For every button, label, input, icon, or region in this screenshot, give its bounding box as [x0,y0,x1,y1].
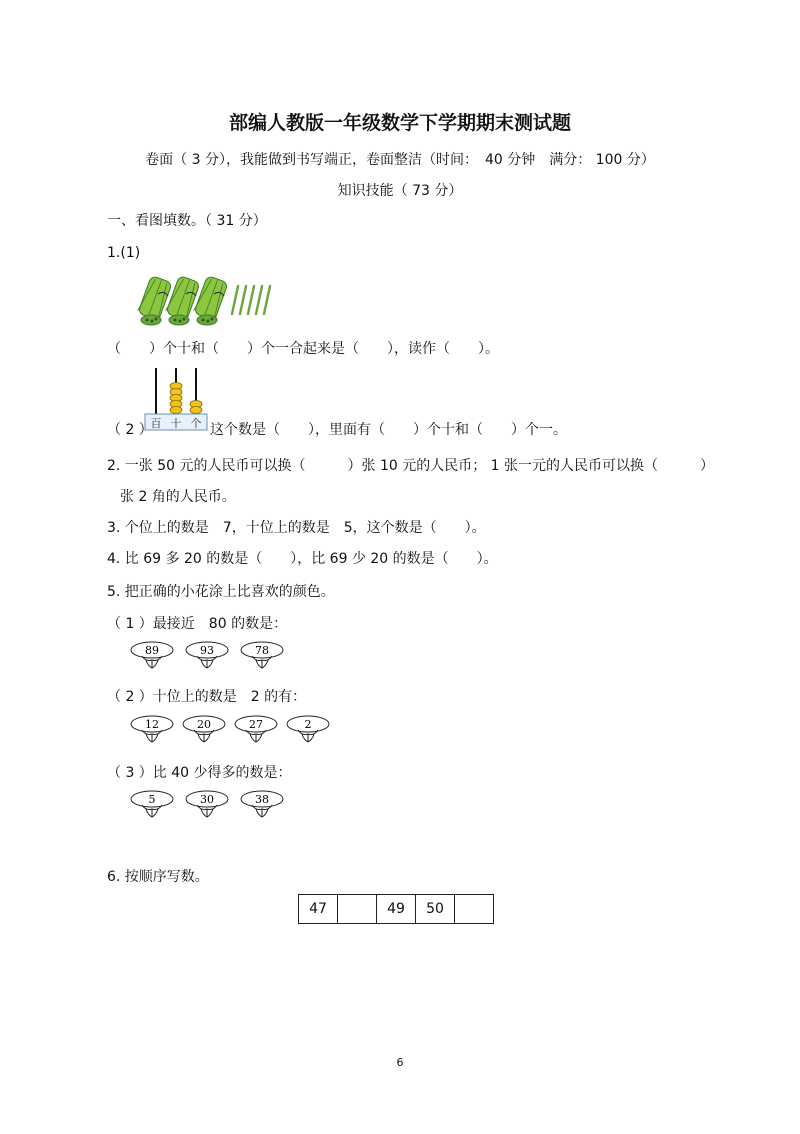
q5-sub3-label: （ 3 ）比 40 少得多的数是： [107,765,292,781]
abacus-label-tens: 十 [170,417,182,430]
q6-heading: 6. 按顺序写数。 [107,869,209,885]
flower-tag[interactable] [128,789,176,819]
q1-part2-text: 这个数是（ ），里面有（ ）个十和（ ）个一。 [210,422,567,438]
abacus-label-ones: 个 [190,417,202,430]
flower-tag[interactable] [183,640,231,670]
q5-sub1-label: （ 1 ）最接近 80 的数是： [107,616,288,632]
flower-tag[interactable] [183,789,231,819]
sequence-table [298,894,494,924]
sequence-cell-blank[interactable] [455,895,494,924]
flower-number: 20 [197,718,211,731]
q4-text: 4. 比 69 多 20 的数是（ ），比 69 少 20 的数是（ ）。 [107,551,498,567]
flower-tag[interactable] [232,714,280,744]
flower-tag[interactable] [128,714,176,744]
stick-bundles-image [140,272,290,328]
part1-heading: 一、看图填数。（ 31 分） [107,213,267,229]
sequence-cell-blank[interactable] [338,895,377,924]
flower-number: 30 [200,793,214,806]
flower-number: 5 [148,793,156,806]
flower-tag[interactable] [238,640,286,670]
flower-tag[interactable] [238,789,286,819]
flower-number: 38 [255,793,269,806]
sequence-cell: 49 [377,895,416,924]
flower-number: 2 [304,718,312,731]
sequence-cell: 50 [416,895,455,924]
q2-line2: 张 2 角的人民币。 [120,489,236,505]
flower-number: 89 [145,644,159,657]
abacus-label-hundreds: 百 [150,417,162,430]
section-heading: 知识技能（ 73 分） [337,183,463,199]
flower-number: 27 [249,718,263,731]
page-number: 6 [396,1056,404,1069]
page-title: 部编人教版一年级数学下学期期末测试题 [228,112,571,134]
flower-tag[interactable] [284,714,332,744]
sequence-cell: 47 [299,895,338,924]
q1-label: 1.(1) [107,245,141,261]
flower-number: 78 [255,644,269,657]
q1-part2-prefix: （ 2 ） [107,422,153,438]
flower-tag[interactable] [180,714,228,744]
q2-line1: 2. 一张 50 元的人民币可以换（ ）张 10 元的人民币； 1 张一元的人民币可以换（ ） [107,458,715,474]
subtitle: 卷面（ 3 分），我能做到书写端正，卷面整洁（时间： 40 分钟 满分： 100 分） [145,152,655,168]
flower-number: 12 [145,718,159,731]
flower-number: 93 [200,644,214,657]
flower-tag[interactable] [128,640,176,670]
q5-heading: 5. 把正确的小花涂上比喜欢的颜色。 [107,584,335,600]
q3-text: 3. 个位上的数是 7，十位上的数是 5，这个数是（ ）。 [107,520,486,536]
q1-sentence: （ ）个十和（ ）个一合起来是（ ），读作（ ）。 [107,341,499,357]
q5-sub2-label: （ 2 ）十位上的数是 2 的有： [107,689,307,705]
